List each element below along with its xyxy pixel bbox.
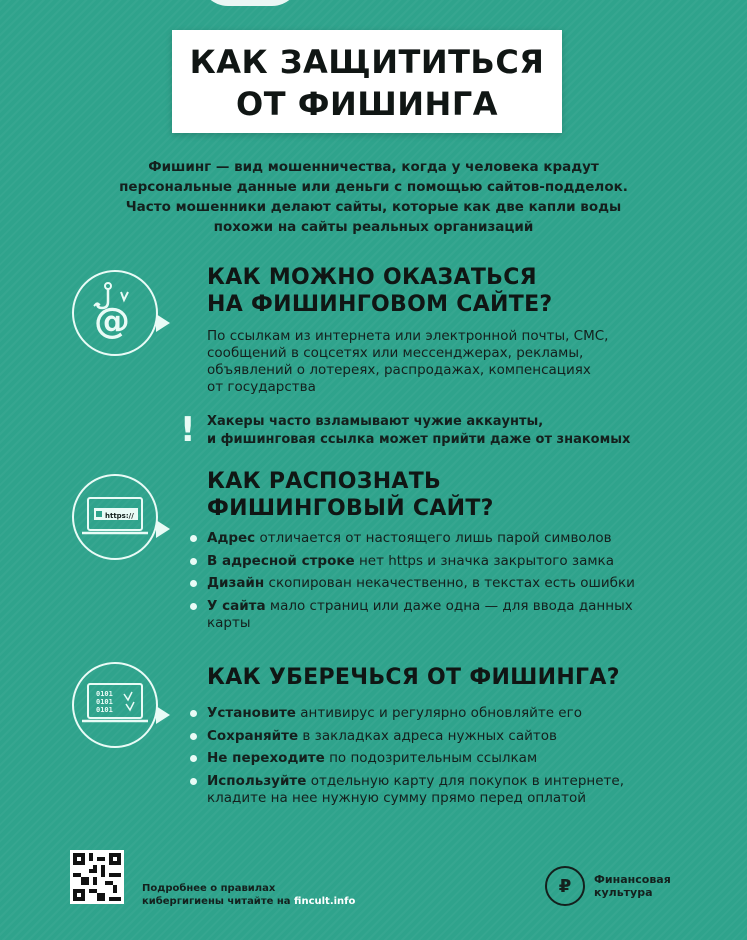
list-item — [185, 728, 705, 745]
item-text: нет https и значка закрытого замка — [354, 552, 614, 569]
section1-heading-line1: КАК МОЖНО ОКАЗАТЬСЯ — [207, 265, 537, 290]
paragraph-line: сообщений в соцсетях или мессенджерах, рекламы, — [207, 345, 584, 361]
page-title-line1: КАК ЗАЩИТИТЬСЯ — [189, 43, 545, 81]
intro-line: Фишинг — вид мошенничества, когда у человека крадут — [148, 159, 599, 175]
paragraph-line: от государства — [207, 379, 316, 395]
footer-line: Подробнее о правилах — [142, 883, 276, 894]
item-text: скопирован некачественно, в текстах есть ошибки — [264, 575, 635, 591]
list-item — [185, 773, 705, 807]
logo-line: культура — [594, 886, 653, 899]
item-bold: Дизайн — [207, 575, 265, 591]
https-label: https:// — [105, 512, 134, 520]
phishing-hook-icon — [72, 270, 158, 356]
bullet-icon — [190, 755, 197, 762]
item-bold: Не переходите — [207, 750, 325, 766]
section3-heading: КАК УБЕРЕЧЬСЯ ОТ ФИШИНГА? — [207, 665, 620, 690]
bullet-icon — [190, 580, 197, 587]
warning-line: и фишинговая ссылка может прийти даже от знакомых — [207, 432, 631, 447]
ruble-logo-icon: ₽ — [545, 866, 585, 906]
item-bold: Адрес — [207, 530, 256, 546]
item-text: мало страниц или даже одна — для ввода данных — [265, 597, 633, 614]
list-item — [185, 575, 685, 592]
section2-heading-line2: ФИШИНГОВЫЙ САЙТ? — [207, 496, 494, 521]
bullet-icon — [190, 558, 197, 565]
binary-text — [96, 690, 113, 714]
item-text-cont: карты — [207, 614, 251, 631]
speech-tail — [156, 314, 170, 332]
item-bold: Установите — [207, 705, 296, 721]
item-text: отдельную карту для покупок в интернете, — [306, 772, 624, 789]
warning-text — [207, 413, 630, 449]
item-text: в закладках адреса нужных сайтов — [298, 727, 557, 744]
speech-tail — [156, 520, 170, 538]
footer-text — [142, 882, 355, 908]
section3-list — [185, 705, 705, 812]
item-bold: У сайта — [207, 597, 266, 614]
laptop-https-icon — [72, 474, 158, 560]
item-bold: В адресной строке — [207, 552, 355, 569]
top-decoration — [200, 0, 300, 6]
warning-icon: ! — [180, 410, 196, 450]
at-sign-glyph: @ — [94, 301, 130, 342]
paragraph-line: По ссылкам из интернета или электронной почты, СМС, — [207, 328, 609, 344]
section1-paragraph — [207, 328, 667, 396]
section1-heading-line2: НА ФИШИНГОВОМ САЙТЕ? — [207, 292, 553, 317]
intro-line: персональные данные или деньги с помощью сайтов-подделок. — [119, 179, 628, 195]
speech-tail — [156, 706, 170, 724]
title-box — [172, 30, 562, 133]
logo-text — [594, 873, 671, 899]
list-item — [185, 530, 685, 547]
bullet-icon — [190, 778, 197, 785]
logo-line: Финансовая — [594, 873, 671, 886]
intro-text — [100, 157, 647, 237]
bullet-icon — [190, 710, 197, 717]
item-bold: Используйте — [207, 772, 307, 789]
fincult-link[interactable]: fincult.info — [294, 896, 356, 907]
footer-line-text: кибергигиены читайте на — [142, 896, 295, 907]
binary-line: 0101 — [96, 706, 113, 714]
binary-line: 0101 — [96, 698, 113, 706]
section2-list — [185, 530, 685, 637]
section2-heading — [207, 468, 494, 522]
footer-line — [142, 895, 355, 908]
bullet-icon — [190, 603, 197, 610]
paragraph-line: объявлений о лотереях, распродажах, компенсациях — [207, 362, 591, 378]
binary-line: 0101 — [96, 690, 113, 698]
item-text: отличается от настоящего лишь парой символов — [255, 530, 612, 546]
qr-code[interactable] — [70, 850, 124, 904]
item-text: антивирус и регулярно обновляйте его — [295, 705, 582, 721]
list-item — [185, 598, 685, 632]
intro-line: Часто мошенники делают сайты, которые как две капли воды — [125, 199, 622, 215]
item-bold: Сохраняйте — [207, 727, 299, 744]
intro-line: похожи на сайты реальных организаций — [213, 219, 534, 235]
list-item — [185, 750, 705, 767]
laptop-binary-icon — [72, 662, 158, 748]
list-item — [185, 553, 685, 570]
bullet-icon — [190, 733, 197, 740]
bullet-icon — [190, 535, 197, 542]
item-text: по подозрительным ссылкам — [324, 750, 538, 766]
section1-heading — [207, 264, 552, 318]
page-title-line2: ОТ ФИШИНГА — [236, 85, 498, 123]
list-item — [185, 705, 705, 722]
item-text-cont: кладите на нее нужную сумму прямо перед оплатой — [207, 789, 587, 806]
section2-heading-line1: КАК РАСПОЗНАТЬ — [207, 469, 442, 494]
warning-line: Хакеры часто взламывают чужие аккаунты, — [207, 414, 544, 429]
